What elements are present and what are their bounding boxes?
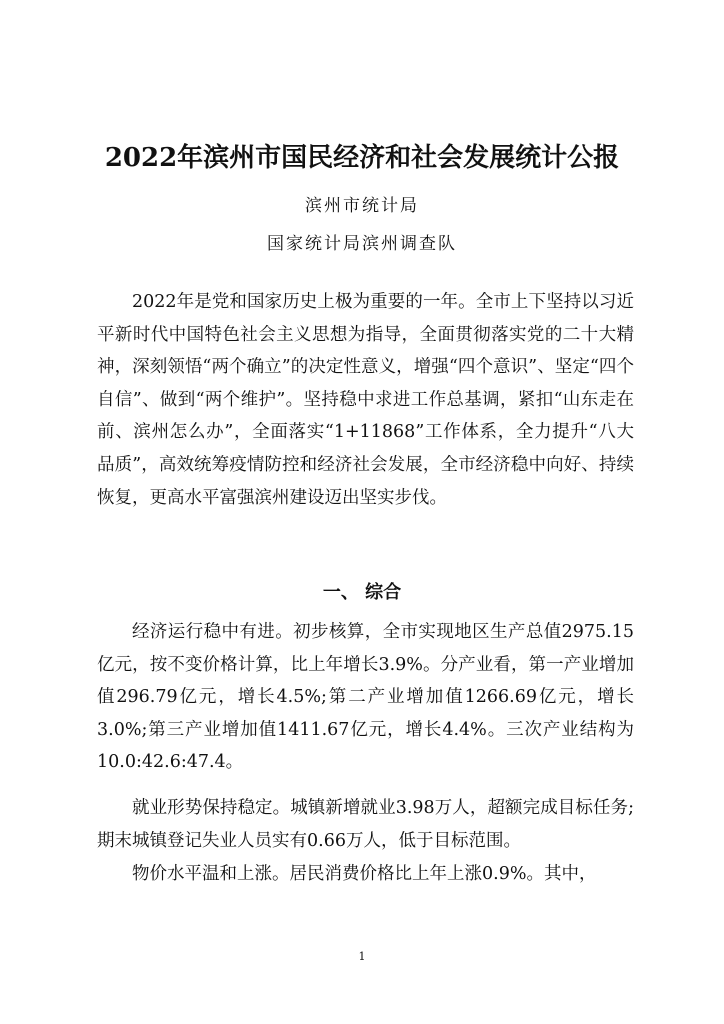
intro-paragraph: 2022年是党和国家历史上极为重要的一年。全市上下坚持以习近平新时代中国特色社会主义思想为指导，全面贯彻落实党的二十大精神，深刻领悟“两个确立”的决定性意义，增强“四个意识”、坚定“四个自信”、做到“两个维护”。坚持稳中求进工作总基调，紧扣“山东走在前、滨州怎么办”，全面落实“1+11868”工作体系，全力提升“八大品质”，高效统筹疫情防控和经济社会发展，全市经济稳中向好、持续恢复，更高水平富强滨州建设迈出坚实步伐。 <box>97 292 634 508</box>
paragraph-employment: 就业形势保持稳定。城镇新增就业3.98万人，超额完成目标任务; 期末城镇登记失业人员实有0.66万人，低于目标范围。 <box>97 798 634 851</box>
publisher-survey-team: 国家统计局滨州调查队 <box>267 234 457 254</box>
publisher-statistics-bureau: 滨州市统计局 <box>305 196 419 216</box>
paragraph-prices: 物价水平温和上涨。居民消费价格比上年上涨0.9%。其中， <box>132 864 597 884</box>
page-number: 1 <box>358 950 366 963</box>
document-title: 2022年滨州市国民经济和社会发展统计公报 <box>104 143 620 173</box>
section-heading-overview: 一、 综合 <box>322 582 402 603</box>
paragraph-economy: 经济运行稳中有进。初步核算，全市实现地区生产总值2975.15亿元，按不变价格计算，比上年增长3.9%。分产业看，第一产业增加值296.79亿元，增长4.5%;第二产业增加值1266.69亿元，增长3.0%;第三产业增加值1411.67亿元，增长4.4%。三次产业结构为10.0:42.6:47.4。 <box>97 622 634 773</box>
